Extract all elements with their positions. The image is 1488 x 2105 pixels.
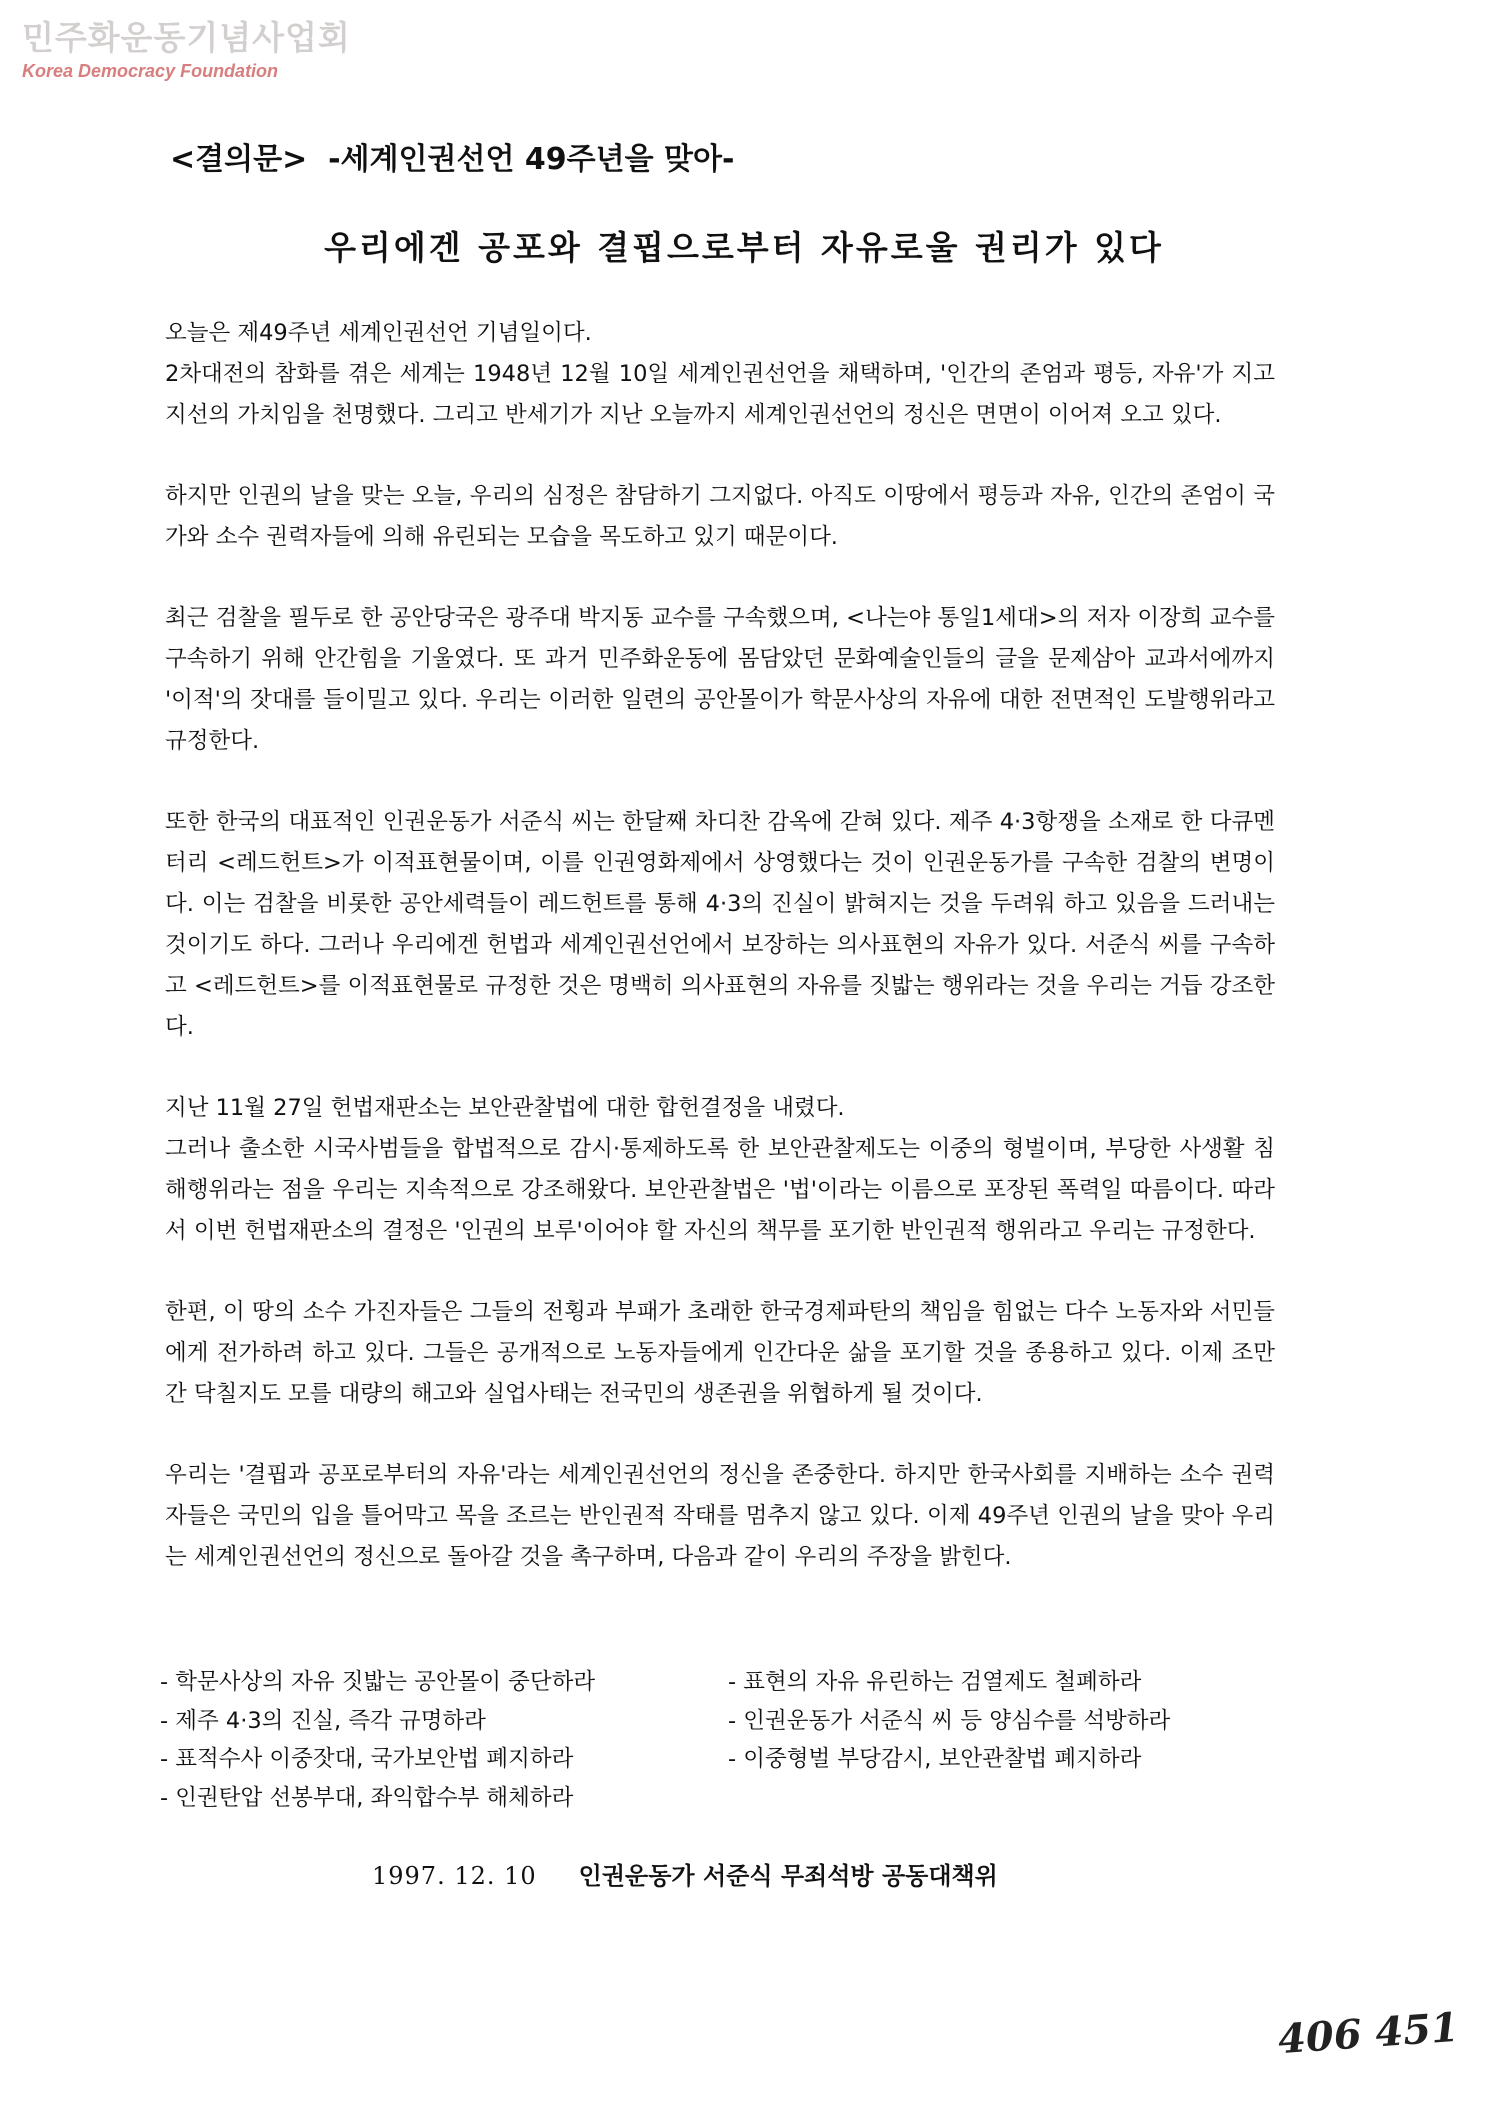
- paragraph-3: 최근 검찰을 필두로 한 공안당국은 광주대 박지동 교수를 구속했으며, <나는야 통일1세대>의 저자 이장희 교수를 구속하기 위해 안간힘을 기울였다. 또 과거 민주화운동에 몸담았던 문화예술인들의 글을 문제삼아 교과서에까지 '이적'의 잣대를 들이밀고 있다. 우리는 이러한 일련의 공안몰이가 학문사상의 자유에 대한 전면적인 도발행위라고 규정한다.: [165, 605, 1275, 754]
- paragraph-7: 우리는 '결핍과 공포로부터의 자유'라는 세계인권선언의 정신을 존중한다. 하지만 한국사회를 지배하는 소수 권력자들은 국민의 입을 틀어막고 목을 조르는 반인권적 작태를 멈추지 않고 있다. 이제 49주년 인권의 날을 맞아 우리는 세계인권선언의 정신으로 돌아갈 것을 촉구하며, 다음과 같이 우리의 주장을 밝힌다.: [165, 1462, 1275, 1570]
- signature-organization: 인권운동가 서준식 무죄석방 공동대책위: [578, 1862, 998, 1890]
- document-body: [165, 313, 1275, 1578]
- demand-item: - 표현의 자유 유린하는 검열제도 철폐하라: [728, 1669, 1142, 1695]
- demand-item: - 제주 4·3의 진실, 즉각 규명하라: [160, 1707, 486, 1734]
- demand-item: - 학문사상의 자유 짓밟는 공안몰이 중단하라: [160, 1669, 596, 1695]
- paragraph-5: 지난 11월 27일 헌법재판소는 보안관찰법에 대한 합헌결정을 내렸다. 그러나 출소한 시국사범들을 합법적으로 감시·통제하도록 한 보안관찰제도는 이중의 형벌이며, 부당한 사생활 침해행위라는 점을 우리는 지속적으로 강조해왔다. 보안관찰법은 '법'이라는 이름으로 포장된 폭력일 따름이다. 따라서 이번 헌법재판소의 결정은 '인권의 보루'이어야 할 자신의 책무를 포기한 반인권적 행위라고 우리는 규정한다.: [165, 1095, 1275, 1244]
- paragraph-1: 오늘은 제49주년 세계인권선언 기념일이다. 2차대전의 참화를 겪은 세계는 1948년 12월 10일 세계인권선언을 채택하며, '인간의 존엄과 평등, 자유'가 지고지선의 가치임을 천명했다. 그리고 반세기가 지난 오늘까지 세계인권선언의 정신은 면면이 이어져 오고 있다.: [165, 320, 1275, 428]
- demand-item: - 이중형벌 부당감시, 보안관찰법 폐지하라: [728, 1746, 1142, 1772]
- demand-item: - 표적수사 이중잣대, 국가보안법 폐지하라: [160, 1746, 574, 1772]
- handwritten-page-number: 406 451: [1276, 2003, 1461, 2064]
- watermark-korean: 민주화운동기념사업회: [22, 18, 351, 57]
- resolution-heading: <결의문> -세계인권선언 49주년을 맞아-: [170, 142, 735, 177]
- signature-date: 1997. 12. 10: [372, 1862, 537, 1890]
- paragraph-6: 한편, 이 땅의 소수 가진자들은 그들의 전횡과 부패가 초래한 한국경제파탄의 책임을 힘없는 다수 노동자와 서민들에게 전가하려 하고 있다. 그들은 공개적으로 노동자들에게 인간다운 삶을 포기할 것을 종용하고 있다. 이제 조만간 닥칠지도 모를 대량의 해고와 실업사태는 전국민의 생존권을 위협하게 될 것이다.: [165, 1299, 1275, 1407]
- demands-list: [160, 1663, 1310, 1817]
- paragraph-4: 또한 한국의 대표적인 인권운동가 서준식 씨는 한달째 차디찬 감옥에 갇혀 있다. 제주 4·3항쟁을 소재로 한 다큐멘터리 <레드헌트>가 이적표현물이며, 이를 인권영화제에서 상영했다는 것이 인권운동가를 구속한 검찰의 변명이다. 이는 검찰을 비롯한 공안세력들이 레드헌트를 통해 4·3의 진실이 밝혀지는 것을 두려워 하고 있음을 드러내는 것이기도 하다. 그러나 우리에겐 헌법과 세계인권선언에서 보장하는 의사표현의 자유가 있다. 서준식 씨를 구속하고 <레드헌트>를 이적표현물로 규정한 것은 명백히 의사표현의 자유를 짓밟는 행위라는 것을 우리는 거듭 강조한다.: [165, 809, 1275, 1040]
- document-title: 우리에겐 공포와 결핍으로부터 자유로울 권리가 있다: [324, 228, 1164, 267]
- demand-item: - 인권탄압 선봉부대, 좌익합수부 해체하라: [160, 1784, 574, 1811]
- paragraph-2: 하지만 인권의 날을 맞는 오늘, 우리의 심정은 참담하기 그지없다. 아직도 이땅에서 평등과 자유, 인간의 존엄이 국가와 소수 권력자들에 의해 유린되는 모습을 목도하고 있기 때문이다.: [165, 483, 1275, 550]
- signature-line: [372, 1858, 998, 1894]
- watermark-english: Korea Democracy Foundation: [22, 61, 279, 81]
- demand-item: - 인권운동가 서준식 씨 등 양심수를 석방하라: [728, 1707, 1171, 1734]
- foundation-watermark: [22, 18, 351, 82]
